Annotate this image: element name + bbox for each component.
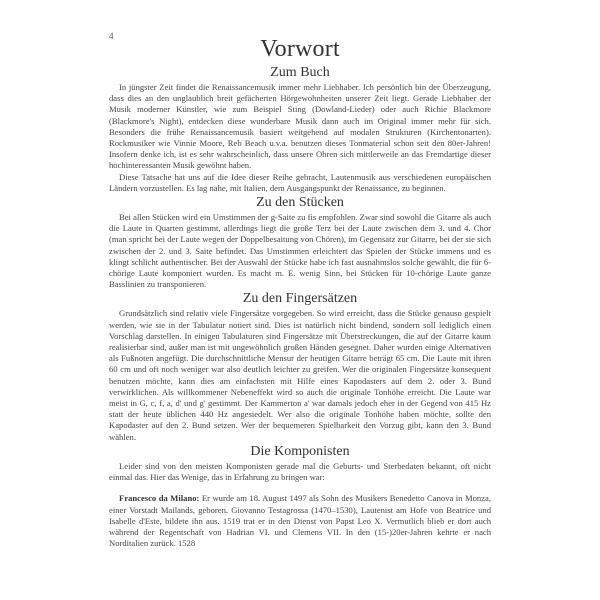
paragraph: Leider sind von den meisten Komponisten gerade mal die Geburts- und Sterbedaten bekannt, oft nicht einmal das. Hier das Wenige, das in Erfahrung zu bringen war:	[109, 460, 491, 483]
section-heading: Zum Buch	[270, 65, 330, 80]
page-number: 4	[109, 31, 114, 41]
paragraph: Grundsätzlich sind relativ viele Fingersätze vorgegeben. So wird erreicht, dass die Stücke genauso gespielt werden, wie sie in der Tabulatur notiert sind. Dies ist natürlich nicht bindend, sondern soll lediglich einen Vorschlag darstellen. In einigen Tabulaturen sind Fingersätze mit Überstreckungen, die auf der Gitarre kaum realisierbar sind, außer man ist mit ungewöhnlich großen Händen gesegnet. Daher wurden einige Alternativen als Fußnoten angefügt. Die durchschnittliche Mensur der heutigen Gitarre beträgt 65 cm. Die Laute mit ihren 60 cm und oft noch weniger war also deutlich leichter zu greifen. Wer die originalen Fingersätze konsequent benutzen möchte, kann dies am einfachsten mit Hilfe eines Kapodasters auf dem 2. oder 3. Bund verwirklichen. Als willkommener Nebeneffekt wird so auch die originale Tonhöhe erreicht. Die Laute war meist in G, c, f, a, d' und g' gestimmt. Der Kammerton a' war damals jedoch eher in der Gegend von 415 Hz statt der heute üblichen 440 Hz angesiedelt. Wer also die originale Tonhöhe haben möchte, sollte den Kapodaster auf den 2. Bund setzen. Wer der bequemeren Spielbarkeit den Vorzug gibt, kann den 3. Bund wählen.	[109, 308, 491, 442]
section-zu-den-stuecken	[109, 194, 491, 290]
section-die-komponisten	[109, 443, 491, 549]
section-heading: Zu den Stücken	[256, 195, 344, 211]
section-heading: Die Komponisten	[250, 443, 350, 459]
composer-name: Francesco da Milano:	[119, 493, 200, 504]
paragraph: Diese Tatsache hat uns auf die Idee dieser Reihe gebracht, Lautenmusik aus verschiedenen europäischen Ländern vorzustellen. Es lag nahe, mit Italien, dem Ausgangspunkt der Renaissance, zu beginnen.	[109, 171, 491, 193]
section-zu-den-fingersaetzen	[109, 290, 491, 442]
paragraph: Bei allen Stücken wird ein Umstimmen der g-Saite zu fis empfohlen. Zwar sind sowohl die Gitarre als auch die Laute in Quarten gestimmt, allerdings liegt die große Terz bei der Laute zwischen dem 3. und 4. Chor (man spricht bei der Laute wegen der Doppelbesaitung von Chören), im Gegensatz zur Gitarre, bei der sie sich zwischen der 2. und 3. Saite befindet. Das Umstimmen erleichtert das Spielen der Stücke immens und es klingt schlicht authentischer. Bei der Auswahl der Stücke habe ich fast ausnahmslos solche gewählt, die für 6-chörige Laute komponiert wurden. Es macht m. E. wenig Sinn, bei Stücken für 10-chörige Laute ganze Basslinien zu transponieren.	[109, 212, 491, 290]
page-content	[109, 34, 491, 549]
composer-entry	[109, 493, 491, 549]
page-title: Vorwort	[260, 36, 340, 62]
composer-bio: Er wurde am 18. August 1497 als Sohn des Musikers Benedetto Canova in Monza, einer Vorstadt Mailands, geboren. Giovanno Testagrossa (1470–1530), Lautenist am Hofe von Beatrice und Isabelle d'Este, bildete ihn aus. 1519 trat er in den Dienst von Papst Leo X. Vermutlich blieb er dort auch während der Regentschaft von Hadrian VI. und Clemens VII. In den (15-)20er-Jahren kehrte er nach Norditalien zurück. 1528	[109, 493, 491, 549]
section-heading: Zu den Fingersätzen	[242, 291, 358, 307]
paragraph: In jüngster Zeit findet die Renaissancemusik immer mehr Liebhaber. Ich persönlich bin der Überzeugung, dass dies an den unglaublich breit gefächerten Hörgewohnheiten unserer Zeit liegt. Gerade Liebhaber der Musik moderner Künstler, wie zum Beispiel Sting (Dowland-Lieder) oder auch Richie Blackmore (Blackmore's Night), entdecken diese wunderbare Musik dann auch im Original immer mehr für sich. Besonders die frühe Renaissancemusik basiert weitgehend auf modalen Strukturen (Kirchentonarten). Rockmusiker wie Vinnie Moore, Reb Beach u.v.a. benutzen dieses Tonmaterial schon seit den 80er-Jahren! Insofern denke ich, ist es sehr wahrscheinlich, dass unsere Ohren sich mittlerweile an das Fremdartige dieser hochinteressanten Musik gewöhnt haben.	[109, 82, 491, 171]
section-zum-buch	[109, 64, 491, 194]
